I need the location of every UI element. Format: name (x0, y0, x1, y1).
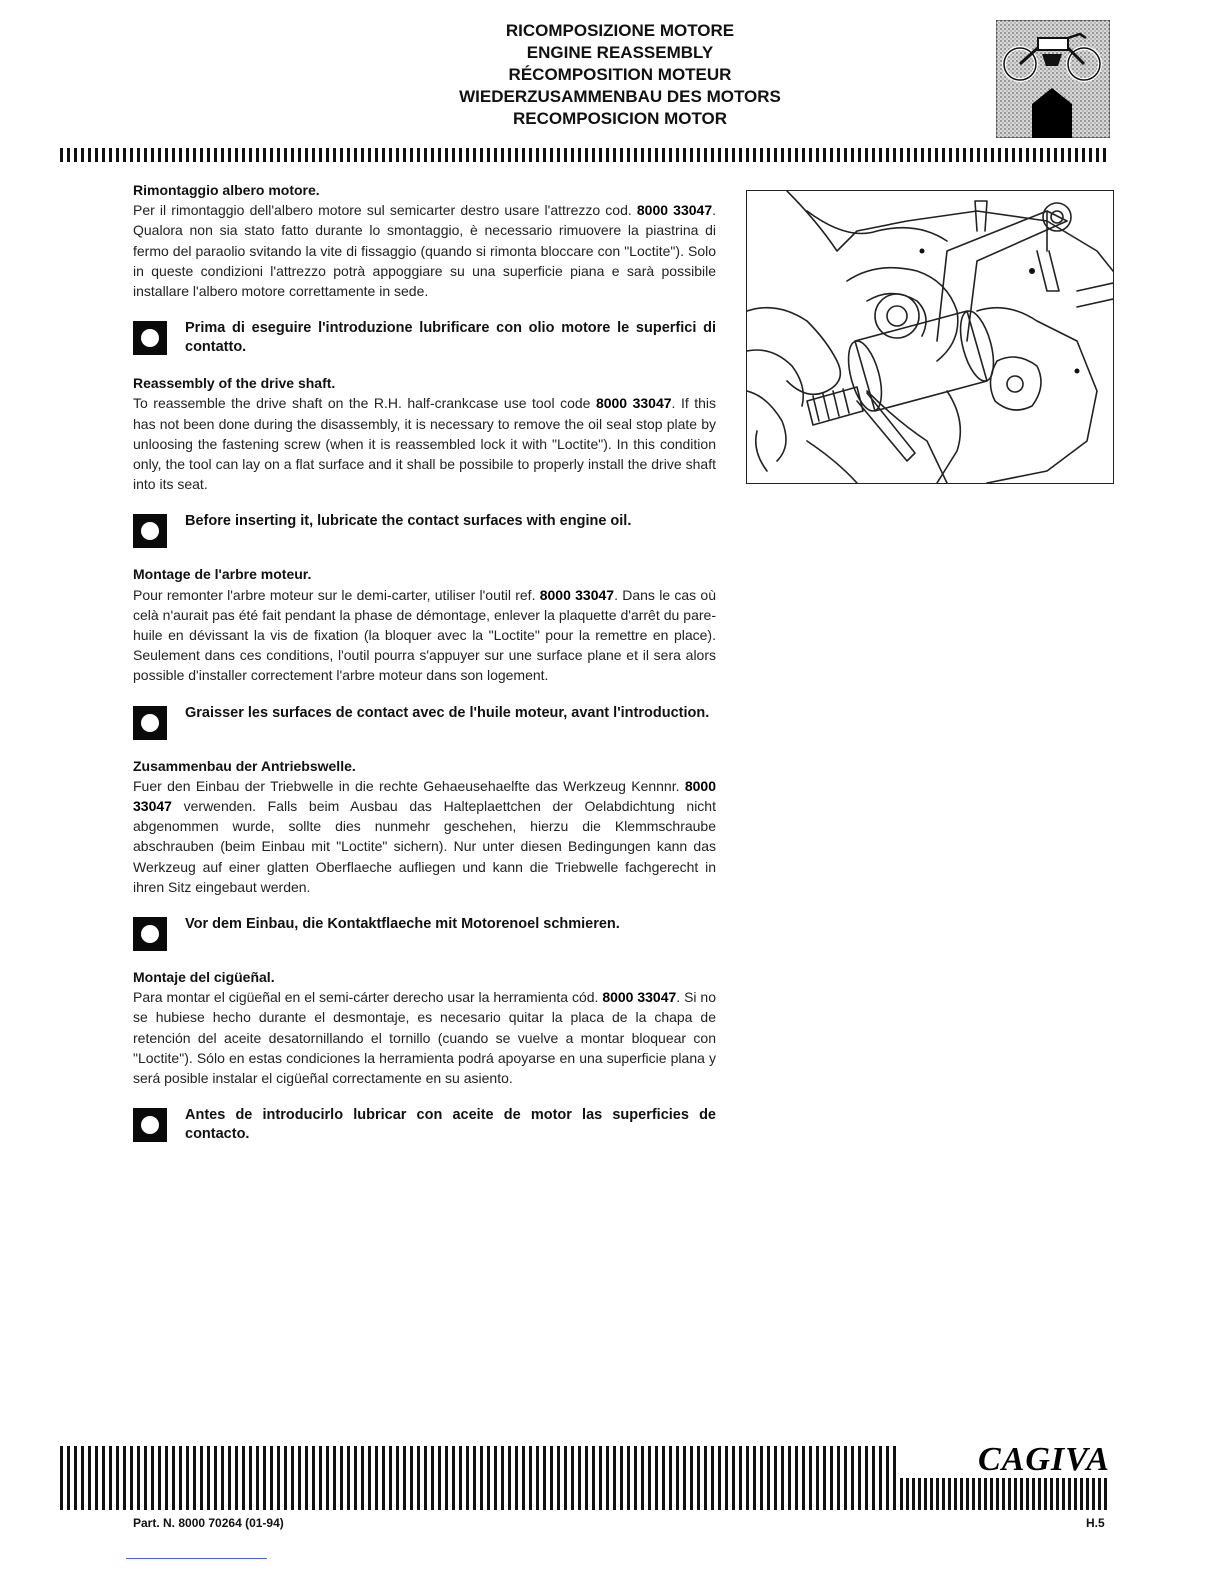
part-number: Part. N. 8000 70264 (01-94) (133, 1516, 284, 1530)
lubrication-note (133, 1106, 716, 1144)
section-english (133, 373, 716, 548)
warning-bullet-icon (133, 1108, 167, 1142)
section-body: Para montar el cigüeñal en el semi-cárter derecho usar la herramienta cód. 8000 33047. Si no se hubiese hecho durante el desmontaje, es necesario quitar la placa de la chapa de retención del aceite desatornillando el tornillo (cuando se vuelve a montar bloquear con "Loctite"). Sólo en estas condiciones la herramienta podrá apoyarse en una superficie plana y será posible instalar el cigüeñal correctamente en su asiento. (133, 989, 716, 1087)
page-title-block (400, 20, 840, 130)
page-separator (126, 1558, 267, 1559)
warning-bullet-icon (133, 917, 167, 951)
note-text: Prima di eseguire l'introduzione lubrificare con olio motore le superfici di contatto. (185, 320, 716, 356)
section-italian (133, 180, 716, 357)
tool-code: 8000 33047 (595, 395, 672, 412)
lubrication-note (133, 915, 716, 951)
lubrication-note (133, 512, 716, 548)
section-title: Montage de l'arbre moteur. (133, 566, 312, 583)
note-text: Before inserting it, lubricate the contact surfaces with engine oil. (185, 513, 632, 530)
warning-bullet-icon (133, 706, 167, 740)
tool-code: 8000 33047 (133, 777, 716, 815)
footer-barcode-strip (60, 1446, 898, 1510)
header-divider (60, 148, 1110, 162)
page-number: H.5 (1086, 1516, 1105, 1530)
section-title: Montaje del cigüeñal. (133, 969, 275, 986)
title-french: RÉCOMPOSITION MOTEUR (508, 65, 732, 84)
note-text: Antes de introducirlo lubricar con aceite de motor las superficies de contacto. (185, 1107, 716, 1143)
title-english: ENGINE REASSEMBLY (526, 43, 714, 62)
section-spanish (133, 967, 716, 1144)
note-text: Vor dem Einbau, die Kontaktflaeche mit Motorenoel schmieren. (185, 916, 620, 933)
section-title: Zusammenbau der Antriebswelle. (133, 757, 356, 774)
section-title: Reassembly of the drive shaft. (133, 375, 336, 392)
brand-barcode-strip (900, 1478, 1110, 1510)
warning-bullet-icon (133, 321, 167, 355)
section-german (133, 756, 716, 951)
section-french (133, 564, 716, 739)
note-text: Graisser les surfaces de contact avec de l'huile moteur, avant l'introduction. (185, 704, 710, 721)
section-title: Rimontaggio albero motore. (133, 182, 320, 198)
title-spanish: RECOMPOSICION MOTOR (512, 109, 728, 128)
section-body: Per il rimontaggio dell'albero motore sul semicarter destro usare l'attrezzo cod. 8000 33047. Qualora non sia stato fatto durante lo smontaggio, è necessario rimuovere la piastrina di fermo del paraolio svitando la vite di fissaggio (quando si rimonta bloccare con "Loctite"). Solo in queste condizioni l'attrezzo potrà appoggiare su una superficie piana e sarà possibile installare l'albero motore correttamente in sede. (133, 202, 716, 300)
tool-code: 8000 33047 (636, 202, 713, 219)
warning-bullet-icon (133, 514, 167, 548)
instructions-column (133, 180, 716, 1160)
section-body: Pour remonter l'arbre moteur sur le demi-carter, utiliser l'outil ref. 8000 33047. Dans le cas où celà n'aurait pas été fait pendant la phase de démontage, enlever la plaquette d'arrêt du pare-huile en dévissant la vis de fixation (la bloquer avec la "Loctite" pour la remettre en place). Seulement dans ces conditions, l'outil pourra s'appuyer sur une surface plane et il sera alors possible d'installer correctement l'arbre moteur dans son logement. (133, 586, 717, 684)
lubrication-note (133, 319, 716, 357)
motorcycle-engine-reassembly-icon (996, 20, 1110, 138)
tool-code: 8000 33047 (602, 989, 677, 1006)
brand-logo: CAGIVA (978, 1441, 1110, 1478)
drive-shaft-installation-tool-illustration (746, 190, 1114, 484)
tool-code: 8000 33047 (539, 586, 615, 603)
title-italian: RICOMPOSIZIONE MOTORE (505, 21, 735, 40)
lubrication-note (133, 704, 716, 740)
section-body: To reassemble the drive shaft on the R.H. half-crankcase use tool code 8000 33047. If this has not been done during the disassembly, it is necessary to remove the oil seal stop plate by unloosing the fastening screw (when it is reassembled lock it with "Loctite"). In this condition only, the tool can lay on a flat surface and it shall be possibile to properly install the drive shaft into its seat. (133, 395, 717, 493)
title-german: WIEDERZUSAMMENBAU DES MOTORS (459, 87, 781, 106)
section-body: Fuer den Einbau der Triebwelle in die rechte Gehaeusehaelfte das Werkzeug Kennnr. 8000 33047 verwenden. Falls beim Ausbau das Halteplaettchen der Oelabdichtung nicht abgenommen wurde, sollte dies nunmehr geschehen, hierzu die Klemmschraube abschrauben (beim Einbau mit "Loctite" sichern). Nur unter diesen Bedingungen kann das Werkzeug auf einer glatten Oberflaeche aufliegen und kann die Triebwelle fachgerecht in ihren Sitz eingebaut werden. (133, 777, 716, 895)
